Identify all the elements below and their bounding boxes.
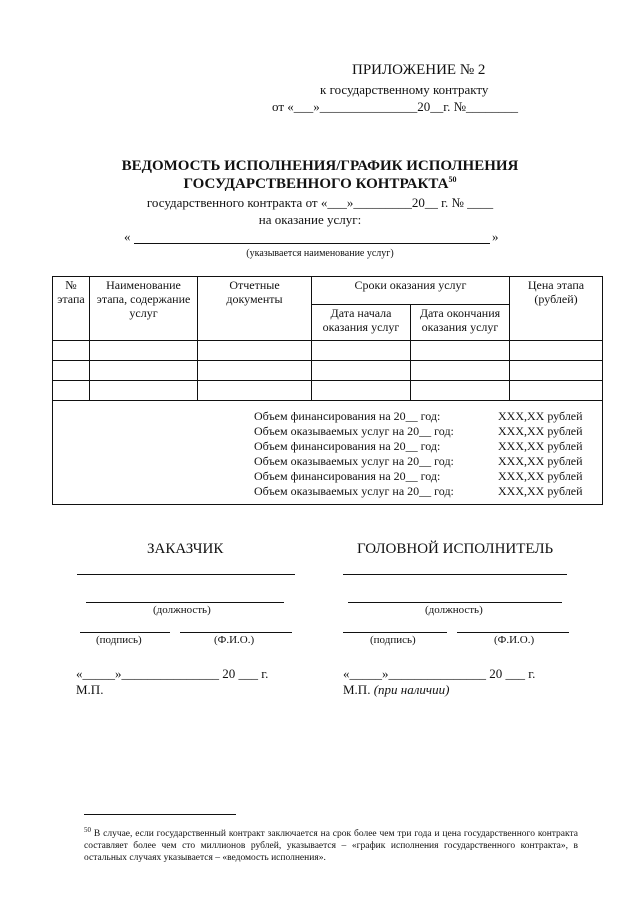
financing-label: Объем финансирования на 20__ год: — [254, 439, 441, 453]
customer-heading: ЗАКАЗЧИК — [147, 541, 224, 557]
financing-value: XXX,XX рублей — [498, 469, 583, 483]
financing-label: Объем финансирования на 20__ год: — [254, 469, 441, 483]
customer-stamp: М.П. — [76, 682, 104, 697]
title-line2-text: ГОСУДАРСТВЕННОГО КОНТРАКТА — [183, 176, 449, 192]
financing-value: XXX,XX рублей — [498, 439, 583, 453]
contractor-position-line — [348, 602, 562, 603]
contractor-fio-line — [457, 632, 569, 633]
header-report-docs: Отчетные документы — [198, 277, 312, 341]
table-row — [53, 341, 603, 361]
contractor-position-label: (должность) — [425, 604, 483, 616]
contract-line: государственного контракта от «___»_________20__ г. № ____ — [146, 195, 494, 210]
appendix-date-line: от «___»_______________20__г. №________ — [272, 99, 519, 114]
financing-label: Объем оказываемых услуг на 20__ год: — [254, 454, 454, 468]
customer-position-label: (должность) — [153, 604, 211, 616]
header-stage-no: № этапа — [53, 277, 90, 341]
footnote-separator — [84, 814, 236, 815]
table-row — [53, 381, 603, 401]
document-title-line2 — [0, 175, 640, 193]
quote-close: » — [492, 229, 499, 244]
footnote-text: В случае, если государственный контракт заключается на срок более чем три года и цена государственного контракта составляет более чем сто миллионов рублей, указывается – «график исполнения государственного контракта», в остальных случаях указывается – «ведомость исполнения». — [84, 829, 579, 864]
customer-signature-label: (подпись) — [96, 634, 142, 646]
contractor-signature-line — [343, 632, 447, 633]
services-name-line — [134, 243, 490, 244]
quote-open: « — [124, 229, 131, 244]
financing-value: XXX,XX рублей — [498, 454, 583, 468]
document-title-line1: ВЕДОМОСТЬ ИСПОЛНЕНИЯ/ГРАФИК ИСПОЛНЕНИЯ — [121, 158, 519, 174]
header-service-terms: Сроки оказания услуг — [312, 277, 510, 305]
financing-label: Объем финансирования на 20__ год: — [254, 409, 441, 423]
contractor-heading: ГОЛОВНОЙ ИСПОЛНИТЕЛЬ — [357, 541, 554, 557]
header-stage-price: Цена этапа (рублей) — [510, 277, 603, 341]
financing-value: XXX,XX рублей — [498, 484, 583, 498]
appendix-contract-ref: к государственному контракту — [320, 82, 489, 97]
services-name-hint: (указывается наименование услуг) — [246, 248, 394, 259]
customer-fio-line — [180, 632, 292, 633]
financing-label: Объем оказываемых услуг на 20__ год: — [254, 424, 454, 438]
services-line: на оказание услуг: — [258, 212, 362, 227]
contractor-stamp-label: М.П. — [343, 682, 371, 697]
contractor-fio-label: (Ф.И.О.) — [494, 634, 535, 646]
contractor-date: «_____»_______________ 20 ___ г. — [343, 666, 536, 681]
header-start-date: Дата начала оказания услуг — [312, 305, 411, 341]
contractor-stamp-note: (при наличии) — [373, 682, 450, 697]
contractor-signature-label: (подпись) — [370, 634, 416, 646]
customer-signature-line — [80, 632, 170, 633]
financing-value: XXX,XX рублей — [498, 424, 583, 438]
title-footnote-mark: 50 — [448, 175, 457, 184]
contractor-org-line — [343, 574, 567, 575]
financing-label: Объем оказываемых услуг на 20__ год: — [254, 484, 454, 498]
table-row — [53, 361, 603, 381]
header-stage-name: Наименование этапа, содержание услуг — [90, 277, 198, 341]
customer-date: «_____»_______________ 20 ___ г. — [76, 666, 269, 681]
customer-position-line — [86, 602, 284, 603]
header-end-date: Дата окончания оказания услуг — [411, 305, 510, 341]
footnote-mark: 50 — [84, 826, 91, 834]
financing-value: XXX,XX рублей — [498, 409, 583, 423]
appendix-number: ПРИЛОЖЕНИЕ № 2 — [352, 62, 486, 78]
footnote — [84, 824, 578, 864]
customer-org-line — [77, 574, 295, 575]
customer-fio-label: (Ф.И.О.) — [214, 634, 255, 646]
contractor-stamp — [343, 682, 449, 698]
